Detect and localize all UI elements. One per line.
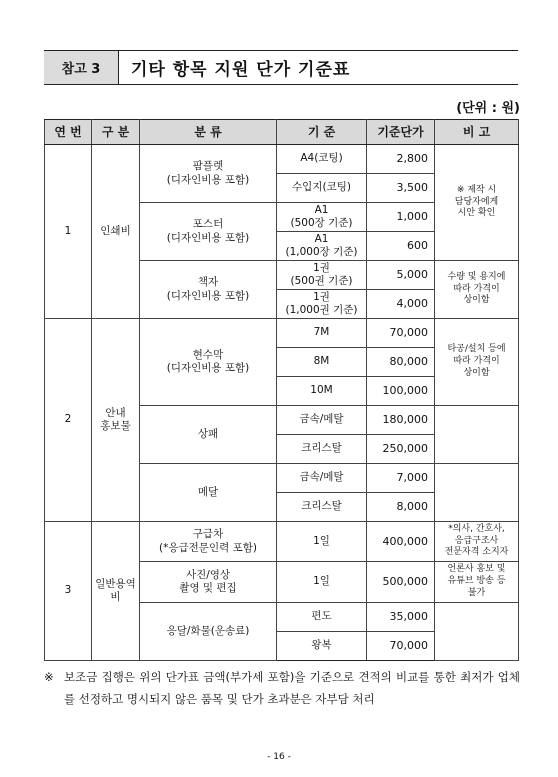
row-standard: A1 (1,000장 기준)	[277, 232, 367, 261]
row-price: 1,000	[367, 203, 435, 232]
row-item: 응달/화물(운송료)	[140, 603, 277, 661]
col-header-note: 비 고	[435, 120, 519, 145]
table-header-row	[45, 120, 519, 145]
row-item: 상패	[140, 406, 277, 464]
footnote-text: 보조금 집행은 위의 단가표 금액(부가세 포함)을 기준으로 견적의 비교를 통한 최저가 업체를 선정하고 명시되지 않은 품목 및 단가 초과분은 자부담 처리	[64, 670, 520, 706]
row-price: 250,000	[367, 435, 435, 464]
row-note-empty	[435, 464, 519, 522]
row-price: 70,000	[367, 319, 435, 348]
row-number: 3	[45, 522, 92, 661]
col-header-standard: 기 준	[277, 120, 367, 145]
row-note: 타공/설치 등에 따라 가격이 상이함	[435, 319, 519, 406]
row-note: *의사, 간호사, 응급구조사 전문자격 소지자	[435, 522, 519, 562]
row-note-empty	[435, 603, 519, 661]
footnote	[44, 666, 520, 710]
row-category: 일반용역비	[92, 522, 140, 661]
row-standard: 10M	[277, 377, 367, 406]
row-standard: 1권 (500권 기준)	[277, 261, 367, 290]
row-standard: 크리스탈	[277, 493, 367, 522]
row-price: 500,000	[367, 562, 435, 603]
row-price: 8,000	[367, 493, 435, 522]
row-item: 포스터 (디자인비용 포함)	[140, 203, 277, 261]
row-standard: 1권 (1,000권 기준)	[277, 290, 367, 319]
row-standard: 수입지(코팅)	[277, 174, 367, 203]
row-item: 구급차 (*응급전문인력 포함)	[140, 522, 277, 562]
row-price: 600	[367, 232, 435, 261]
col-header-price: 기준단가	[367, 120, 435, 145]
row-price: 2,800	[367, 145, 435, 174]
row-price: 35,000	[367, 603, 435, 632]
row-standard: 편도	[277, 603, 367, 632]
reference-label: 참고 3	[44, 51, 119, 84]
row-item: 현수막 (디자인비용 포함)	[140, 319, 277, 406]
row-number: 1	[45, 145, 92, 319]
row-note: ※ 제작 시 담당자에게 시안 확인	[435, 145, 519, 261]
row-standard: A1 (500장 기준)	[277, 203, 367, 232]
row-price: 100,000	[367, 377, 435, 406]
row-standard: 크리스탈	[277, 435, 367, 464]
row-category: 안내 홍보물	[92, 319, 140, 522]
row-price: 70,000	[367, 632, 435, 661]
unit-label: (단위 : 원)	[456, 101, 520, 116]
row-price: 5,000	[367, 261, 435, 290]
row-standard: 1일	[277, 522, 367, 562]
col-header-item: 분 류	[140, 120, 277, 145]
row-standard: 금속/메탈	[277, 406, 367, 435]
row-note-empty	[435, 406, 519, 464]
section-header	[44, 50, 518, 85]
row-item: 메달	[140, 464, 277, 522]
row-standard: 7M	[277, 319, 367, 348]
col-header-no: 연 번	[45, 120, 92, 145]
price-table	[44, 119, 519, 661]
row-category: 인쇄비	[92, 145, 140, 319]
table-row	[45, 145, 519, 174]
row-price: 4,000	[367, 290, 435, 319]
table-row	[45, 319, 519, 348]
col-header-category: 구 분	[92, 120, 140, 145]
row-standard: 8M	[277, 348, 367, 377]
row-standard: 왕복	[277, 632, 367, 661]
row-price: 80,000	[367, 348, 435, 377]
footnote-mark: ※	[44, 670, 54, 684]
row-standard: 금속/메탈	[277, 464, 367, 493]
row-note: 수량 및 용지에 따라 가격이 상이함	[435, 261, 519, 319]
row-item: 사진/영상 촬영 및 편집	[140, 562, 277, 603]
row-price: 7,000	[367, 464, 435, 493]
row-item: 팜플렛 (디자인비용 포함)	[140, 145, 277, 203]
row-item: 책자 (디자인비용 포함)	[140, 261, 277, 319]
row-price: 400,000	[367, 522, 435, 562]
row-note: 언론사 홍보 및 유튜브 방송 등 불가	[435, 562, 519, 603]
page-title: 기타 항목 지원 단가 기준표	[131, 60, 351, 80]
row-price: 180,000	[367, 406, 435, 435]
row-price: 3,500	[367, 174, 435, 203]
row-standard: 1일	[277, 562, 367, 603]
page-number: - 16 -	[267, 752, 291, 762]
row-standard: A4(코팅)	[277, 145, 367, 174]
row-number: 2	[45, 319, 92, 522]
table-row	[45, 522, 519, 562]
